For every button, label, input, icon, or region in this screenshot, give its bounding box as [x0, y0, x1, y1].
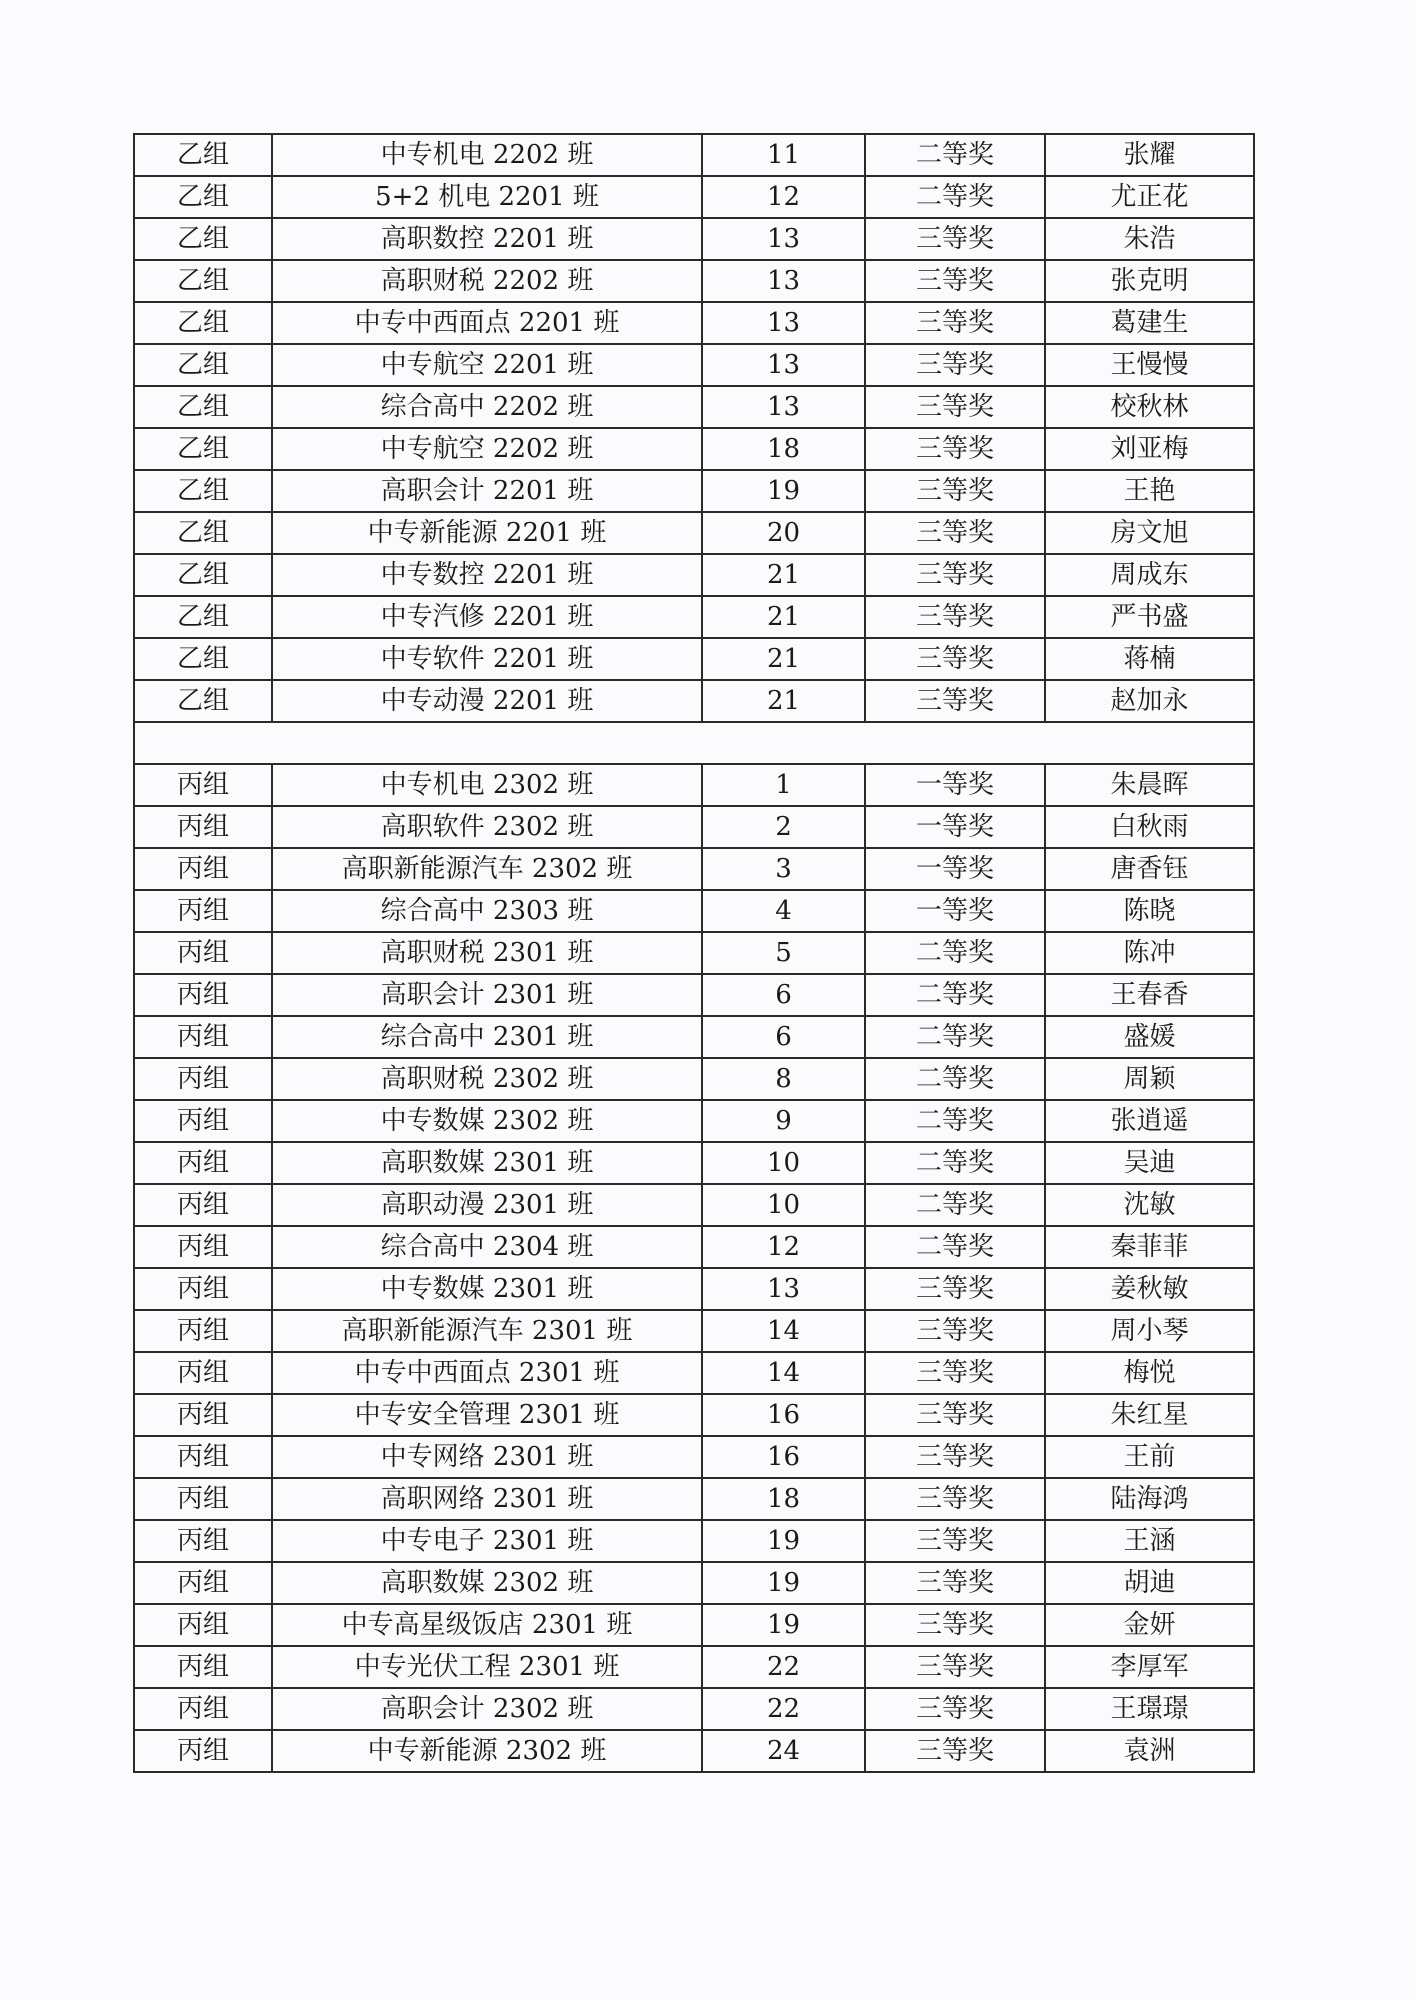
table-row — [134, 134, 1254, 176]
group-cell: 乙组 — [134, 386, 272, 428]
award-cell: 三等奖 — [865, 1730, 1045, 1772]
table-row — [134, 638, 1254, 680]
class-cell: 中专中西面点 2201 班 — [272, 302, 702, 344]
teacher-cell: 陈晓 — [1045, 890, 1254, 932]
teacher-cell: 沈敏 — [1045, 1184, 1254, 1226]
rank-cell: 22 — [702, 1646, 865, 1688]
group-cell: 丙组 — [134, 1688, 272, 1730]
table-row — [134, 806, 1254, 848]
class-cell: 中专数控 2201 班 — [272, 554, 702, 596]
class-cell: 中专新能源 2201 班 — [272, 512, 702, 554]
teacher-cell: 王慢慢 — [1045, 344, 1254, 386]
table-row — [134, 428, 1254, 470]
table-row — [134, 1058, 1254, 1100]
class-cell: 高职财税 2301 班 — [272, 932, 702, 974]
rank-cell: 16 — [702, 1436, 865, 1478]
table-row — [134, 260, 1254, 302]
group-cell: 丙组 — [134, 1016, 272, 1058]
award-cell: 三等奖 — [865, 680, 1045, 722]
teacher-cell: 朱浩 — [1045, 218, 1254, 260]
award-cell: 三等奖 — [865, 302, 1045, 344]
award-cell: 二等奖 — [865, 974, 1045, 1016]
group-separator-row — [134, 722, 1254, 764]
class-cell: 高职数控 2201 班 — [272, 218, 702, 260]
class-cell: 中专动漫 2201 班 — [272, 680, 702, 722]
class-cell: 高职会计 2201 班 — [272, 470, 702, 512]
class-cell: 5+2 机电 2201 班 — [272, 176, 702, 218]
class-cell: 高职网络 2301 班 — [272, 1478, 702, 1520]
table-row — [134, 1184, 1254, 1226]
teacher-cell: 朱晨晖 — [1045, 764, 1254, 806]
group-cell: 丙组 — [134, 1646, 272, 1688]
rank-cell: 10 — [702, 1184, 865, 1226]
award-cell: 三等奖 — [865, 596, 1045, 638]
award-cell: 三等奖 — [865, 1562, 1045, 1604]
rank-cell: 22 — [702, 1688, 865, 1730]
awards-table-body — [134, 134, 1254, 1772]
class-cell: 中专汽修 2201 班 — [272, 596, 702, 638]
teacher-cell: 盛媛 — [1045, 1016, 1254, 1058]
rank-cell: 13 — [702, 1268, 865, 1310]
class-cell: 中专数媒 2301 班 — [272, 1268, 702, 1310]
class-cell: 高职软件 2302 班 — [272, 806, 702, 848]
table-row — [134, 1604, 1254, 1646]
table-row — [134, 974, 1254, 1016]
class-cell: 高职会计 2302 班 — [272, 1688, 702, 1730]
class-cell: 中专光伏工程 2301 班 — [272, 1646, 702, 1688]
group-cell: 丙组 — [134, 1184, 272, 1226]
group-cell: 丙组 — [134, 890, 272, 932]
rank-cell: 18 — [702, 428, 865, 470]
group-cell: 乙组 — [134, 218, 272, 260]
table-row — [134, 1100, 1254, 1142]
table-row — [134, 302, 1254, 344]
table-row — [134, 1688, 1254, 1730]
group-cell: 乙组 — [134, 428, 272, 470]
teacher-cell: 吴迪 — [1045, 1142, 1254, 1184]
class-cell: 中专软件 2201 班 — [272, 638, 702, 680]
award-cell: 三等奖 — [865, 554, 1045, 596]
rank-cell: 20 — [702, 512, 865, 554]
award-cell: 三等奖 — [865, 218, 1045, 260]
class-cell: 中专航空 2201 班 — [272, 344, 702, 386]
table-row — [134, 848, 1254, 890]
class-cell: 中专安全管理 2301 班 — [272, 1394, 702, 1436]
award-cell: 二等奖 — [865, 1016, 1045, 1058]
teacher-cell: 袁洲 — [1045, 1730, 1254, 1772]
group-cell: 丙组 — [134, 1730, 272, 1772]
rank-cell: 19 — [702, 470, 865, 512]
group-cell: 乙组 — [134, 470, 272, 512]
award-cell: 三等奖 — [865, 1436, 1045, 1478]
rank-cell: 12 — [702, 1226, 865, 1268]
teacher-cell: 周成东 — [1045, 554, 1254, 596]
rank-cell: 12 — [702, 176, 865, 218]
rank-cell: 21 — [702, 638, 865, 680]
group-cell: 丙组 — [134, 932, 272, 974]
rank-cell: 6 — [702, 1016, 865, 1058]
group-cell: 丙组 — [134, 1478, 272, 1520]
table-row — [134, 344, 1254, 386]
teacher-cell: 陈冲 — [1045, 932, 1254, 974]
teacher-cell: 姜秋敏 — [1045, 1268, 1254, 1310]
teacher-cell: 白秋雨 — [1045, 806, 1254, 848]
table-row — [134, 1394, 1254, 1436]
group-cell: 乙组 — [134, 554, 272, 596]
rank-cell: 18 — [702, 1478, 865, 1520]
group-cell: 乙组 — [134, 638, 272, 680]
class-cell: 高职财税 2202 班 — [272, 260, 702, 302]
group-cell: 丙组 — [134, 1226, 272, 1268]
award-cell: 三等奖 — [865, 512, 1045, 554]
teacher-cell: 刘亚梅 — [1045, 428, 1254, 470]
class-cell: 中专高星级饭店 2301 班 — [272, 1604, 702, 1646]
teacher-cell: 校秋林 — [1045, 386, 1254, 428]
group-cell: 丙组 — [134, 1394, 272, 1436]
group-cell: 乙组 — [134, 344, 272, 386]
group-cell: 丙组 — [134, 974, 272, 1016]
rank-cell: 13 — [702, 260, 865, 302]
teacher-cell: 秦菲菲 — [1045, 1226, 1254, 1268]
rank-cell: 21 — [702, 554, 865, 596]
rank-cell: 3 — [702, 848, 865, 890]
teacher-cell: 李厚军 — [1045, 1646, 1254, 1688]
rank-cell: 2 — [702, 806, 865, 848]
teacher-cell: 张克明 — [1045, 260, 1254, 302]
rank-cell: 21 — [702, 680, 865, 722]
award-cell: 三等奖 — [865, 1478, 1045, 1520]
group-cell: 丙组 — [134, 1520, 272, 1562]
table-row — [134, 470, 1254, 512]
table-row — [134, 890, 1254, 932]
table-row — [134, 596, 1254, 638]
teacher-cell: 胡迪 — [1045, 1562, 1254, 1604]
class-cell: 高职动漫 2301 班 — [272, 1184, 702, 1226]
award-cell: 三等奖 — [865, 1268, 1045, 1310]
rank-cell: 13 — [702, 218, 865, 260]
rank-cell: 14 — [702, 1352, 865, 1394]
group-cell: 丙组 — [134, 1268, 272, 1310]
award-cell: 一等奖 — [865, 806, 1045, 848]
award-cell: 二等奖 — [865, 176, 1045, 218]
rank-cell: 19 — [702, 1604, 865, 1646]
group-cell: 丙组 — [134, 1142, 272, 1184]
class-cell: 高职新能源汽车 2301 班 — [272, 1310, 702, 1352]
table-row — [134, 1142, 1254, 1184]
table-row — [134, 1520, 1254, 1562]
class-cell: 综合高中 2202 班 — [272, 386, 702, 428]
award-cell: 三等奖 — [865, 1520, 1045, 1562]
teacher-cell: 蒋楠 — [1045, 638, 1254, 680]
award-cell: 三等奖 — [865, 1394, 1045, 1436]
table-row — [134, 1016, 1254, 1058]
table-row — [134, 1646, 1254, 1688]
award-cell: 三等奖 — [865, 260, 1045, 302]
teacher-cell: 赵加永 — [1045, 680, 1254, 722]
award-cell: 三等奖 — [865, 1604, 1045, 1646]
rank-cell: 5 — [702, 932, 865, 974]
rank-cell: 13 — [702, 386, 865, 428]
table-row — [134, 1226, 1254, 1268]
table-row — [134, 386, 1254, 428]
award-cell: 三等奖 — [865, 1310, 1045, 1352]
group-cell: 乙组 — [134, 176, 272, 218]
teacher-cell: 朱红星 — [1045, 1394, 1254, 1436]
award-cell: 二等奖 — [865, 1100, 1045, 1142]
teacher-cell: 张耀 — [1045, 134, 1254, 176]
group-cell: 丙组 — [134, 848, 272, 890]
group-cell: 乙组 — [134, 302, 272, 344]
separator-cell — [134, 722, 1254, 764]
award-cell: 三等奖 — [865, 1688, 1045, 1730]
class-cell: 中专航空 2202 班 — [272, 428, 702, 470]
class-cell: 中专新能源 2302 班 — [272, 1730, 702, 1772]
award-cell: 三等奖 — [865, 638, 1045, 680]
table-row — [134, 1310, 1254, 1352]
group-cell: 丙组 — [134, 1604, 272, 1646]
rank-cell: 10 — [702, 1142, 865, 1184]
teacher-cell: 周小琴 — [1045, 1310, 1254, 1352]
table-row — [134, 1562, 1254, 1604]
rank-cell: 9 — [702, 1100, 865, 1142]
class-cell: 高职数媒 2301 班 — [272, 1142, 702, 1184]
teacher-cell: 周颖 — [1045, 1058, 1254, 1100]
group-cell: 丙组 — [134, 1436, 272, 1478]
teacher-cell: 王春香 — [1045, 974, 1254, 1016]
group-cell: 丙组 — [134, 1100, 272, 1142]
group-cell: 丙组 — [134, 1562, 272, 1604]
group-cell: 乙组 — [134, 596, 272, 638]
award-cell: 一等奖 — [865, 848, 1045, 890]
table-row — [134, 176, 1254, 218]
award-cell: 二等奖 — [865, 1184, 1045, 1226]
group-cell: 乙组 — [134, 134, 272, 176]
class-cell: 中专数媒 2302 班 — [272, 1100, 702, 1142]
class-cell: 高职会计 2301 班 — [272, 974, 702, 1016]
rank-cell: 14 — [702, 1310, 865, 1352]
group-cell: 丙组 — [134, 1352, 272, 1394]
award-cell: 三等奖 — [865, 470, 1045, 512]
group-cell: 丙组 — [134, 806, 272, 848]
rank-cell: 19 — [702, 1562, 865, 1604]
rank-cell: 4 — [702, 890, 865, 932]
class-cell: 中专机电 2202 班 — [272, 134, 702, 176]
table-row — [134, 1730, 1254, 1772]
award-cell: 三等奖 — [865, 428, 1045, 470]
award-cell: 三等奖 — [865, 1646, 1045, 1688]
award-cell: 一等奖 — [865, 764, 1045, 806]
award-cell: 二等奖 — [865, 1058, 1045, 1100]
rank-cell: 21 — [702, 596, 865, 638]
rank-cell: 6 — [702, 974, 865, 1016]
rank-cell: 16 — [702, 1394, 865, 1436]
teacher-cell: 梅悦 — [1045, 1352, 1254, 1394]
teacher-cell: 房文旭 — [1045, 512, 1254, 554]
table-row — [134, 680, 1254, 722]
awards-table — [133, 133, 1255, 1773]
teacher-cell: 王璟璟 — [1045, 1688, 1254, 1730]
class-cell: 综合高中 2301 班 — [272, 1016, 702, 1058]
teacher-cell: 王涵 — [1045, 1520, 1254, 1562]
teacher-cell: 张逍遥 — [1045, 1100, 1254, 1142]
teacher-cell: 唐香钰 — [1045, 848, 1254, 890]
award-cell: 二等奖 — [865, 932, 1045, 974]
group-cell: 丙组 — [134, 1058, 272, 1100]
group-cell: 乙组 — [134, 260, 272, 302]
class-cell: 综合高中 2304 班 — [272, 1226, 702, 1268]
class-cell: 中专网络 2301 班 — [272, 1436, 702, 1478]
table-row — [134, 1268, 1254, 1310]
teacher-cell: 尤正花 — [1045, 176, 1254, 218]
award-cell: 三等奖 — [865, 1352, 1045, 1394]
award-cell: 三等奖 — [865, 344, 1045, 386]
rank-cell: 13 — [702, 344, 865, 386]
table-row — [134, 218, 1254, 260]
table-row — [134, 1478, 1254, 1520]
rank-cell: 1 — [702, 764, 865, 806]
rank-cell: 11 — [702, 134, 865, 176]
teacher-cell: 陆海鸿 — [1045, 1478, 1254, 1520]
class-cell: 高职数媒 2302 班 — [272, 1562, 702, 1604]
teacher-cell: 葛建生 — [1045, 302, 1254, 344]
teacher-cell: 严书盛 — [1045, 596, 1254, 638]
teacher-cell: 王艳 — [1045, 470, 1254, 512]
award-cell: 一等奖 — [865, 890, 1045, 932]
award-cell: 二等奖 — [865, 1226, 1045, 1268]
table-row — [134, 764, 1254, 806]
award-sheet — [133, 133, 1253, 1773]
award-cell: 三等奖 — [865, 386, 1045, 428]
award-cell: 二等奖 — [865, 1142, 1045, 1184]
class-cell: 中专机电 2302 班 — [272, 764, 702, 806]
table-row — [134, 512, 1254, 554]
rank-cell: 8 — [702, 1058, 865, 1100]
rank-cell: 24 — [702, 1730, 865, 1772]
group-cell: 乙组 — [134, 512, 272, 554]
table-row — [134, 1436, 1254, 1478]
group-cell: 丙组 — [134, 764, 272, 806]
class-cell: 高职新能源汽车 2302 班 — [272, 848, 702, 890]
group-cell: 丙组 — [134, 1310, 272, 1352]
rank-cell: 19 — [702, 1520, 865, 1562]
group-cell: 乙组 — [134, 680, 272, 722]
class-cell: 中专中西面点 2301 班 — [272, 1352, 702, 1394]
class-cell: 高职财税 2302 班 — [272, 1058, 702, 1100]
table-row — [134, 1352, 1254, 1394]
teacher-cell: 金妍 — [1045, 1604, 1254, 1646]
class-cell: 中专电子 2301 班 — [272, 1520, 702, 1562]
award-cell: 二等奖 — [865, 134, 1045, 176]
table-row — [134, 932, 1254, 974]
rank-cell: 13 — [702, 302, 865, 344]
class-cell: 综合高中 2303 班 — [272, 890, 702, 932]
table-row — [134, 554, 1254, 596]
teacher-cell: 王前 — [1045, 1436, 1254, 1478]
